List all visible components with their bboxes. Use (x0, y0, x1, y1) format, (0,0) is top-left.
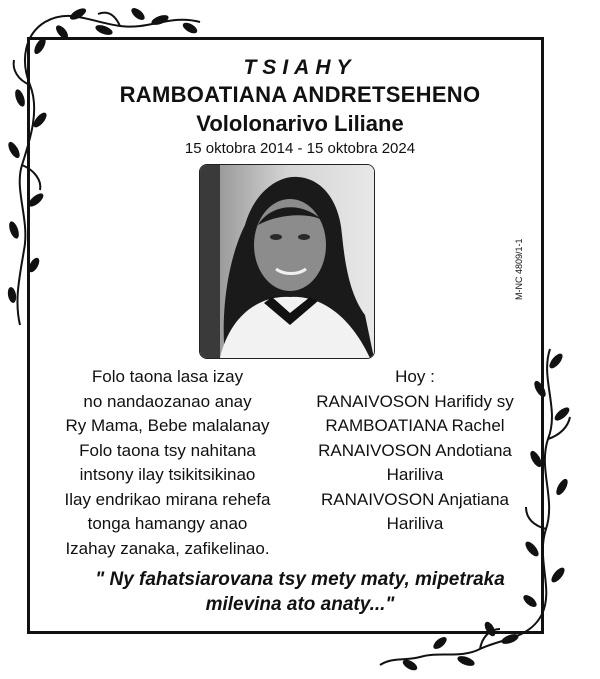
family-line: Hariliva (386, 514, 444, 533)
quote-line: milevina ato anaty..." (205, 594, 395, 615)
poem-line: Ry Mama, Bebe malalanay (65, 416, 270, 435)
family-line: RANAIVOSON Harifidy sy (316, 391, 514, 411)
family-line: RANAIVOSON Anjatiana (320, 489, 510, 509)
tribute-poem (40, 365, 295, 561)
family-signatories (300, 365, 530, 537)
deceased-surname: RAMBOATIANA ANDRETSEHENO (119, 82, 481, 107)
family-line: Hoy : (395, 367, 435, 386)
poem-line: Izahay zanaka, zafikelinao. (65, 538, 270, 558)
vine-ornament-top-left (0, 0, 210, 330)
quote-line: " Ny fahatsiarovana tsy mety maty, mipetraka (95, 569, 505, 590)
poem-line: intsony ilay tsikitsikinao (79, 465, 256, 484)
publication-reference: M-NC 4809/1-1 (514, 238, 524, 300)
poem-line: no nandaozanao anay (83, 391, 252, 411)
poem-line: Folo taona tsy nahitana (79, 440, 256, 460)
family-line: RANAIVOSON Andotiana (318, 440, 512, 460)
family-line: RAMBOATIANA Rachel (325, 416, 505, 435)
notice-tag: TSIAHY (243, 56, 357, 79)
deceased-given-names: Vololonarivo Liliane (196, 111, 404, 136)
memorial-quote (40, 567, 560, 617)
poem-line: Ilay endrikao mirana rehefa (64, 489, 271, 509)
family-line: Hariliva (386, 465, 444, 484)
memorial-dates: 15 oktobra 2014 - 15 oktobra 2024 (184, 140, 416, 157)
poem-line: tonga hamangy anao (87, 514, 248, 533)
poem-line: Folo taona lasa izay (91, 367, 244, 386)
portrait-photo (199, 164, 375, 359)
